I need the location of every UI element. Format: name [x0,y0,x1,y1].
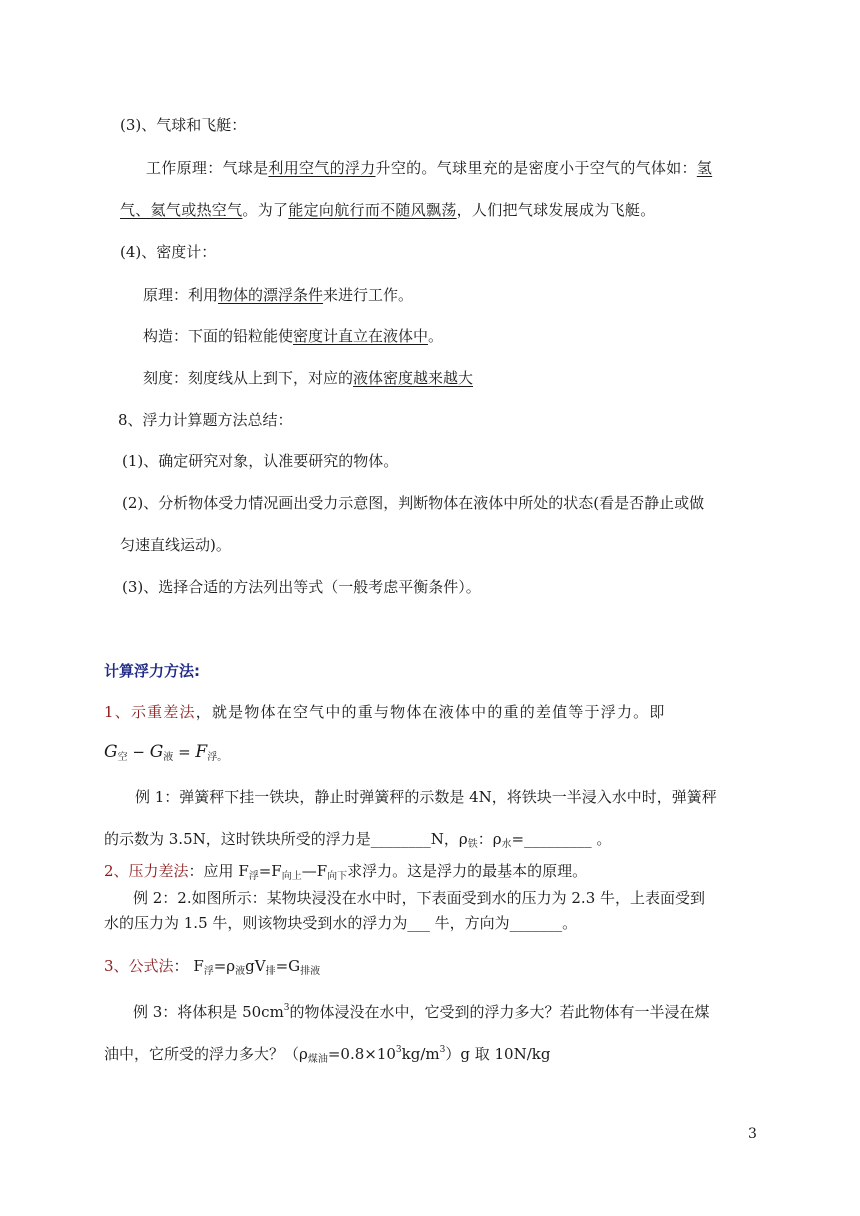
section-3-line-1: 工作原理：气球是利用空气的浮力升空的。气球里充的是密度小于空气的气体如：氢 [146,159,713,177]
section-4-scale: 刻度：刻度线从上到下，对应的液体密度越来越大 [143,369,474,387]
method-3-line: 3、公式法： $F_浮=\rho_液gV_排=G_{排液}$ [104,957,321,977]
section-4-title: (4)、密度计： [120,243,217,261]
method-1-formula: $G_空 - G_液 = F_{浮。}$ [104,742,228,763]
methods-heading: 计算浮力方法: [104,662,200,680]
example-2-line-1: 例 2：2.如图所示：某物块浸没在水中时，下表面受到水的压力为 2.3 牛，上表面受到 [133,889,706,907]
section-8-item-1: (1)、确定研究对象，认准要研究的物体。 [122,452,399,470]
section-3-line-2: 气、氦气或热空气。为了能定向航行而不随风飘荡，人们把气球发展成为飞艇。 [120,201,656,219]
method-1-line: 1、示重差法，就是物体在空气中的重与物体在液体中的重的差值等于浮力。即 [104,703,666,721]
example-3-line-2: 油中，它所受的浮力多大？$(\rho_{煤油}=0.8\times 10^3kg/m^3)g$ 取 10N/kg [104,1045,551,1065]
section-8-item-3: (3)、选择合适的方法列出等式（一般考虑平衡条件）。 [122,578,481,596]
method-1-label: 1、示重差法 [104,703,196,721]
method-3-label: 3、公式法 [104,957,174,975]
section-3-title: (3)、气球和飞艇： [120,116,247,134]
method-2-line: 2、压力差法：应用 $F_浮=F_{向上}—F_{向下}$求浮力。这是浮力的最基本的原理。 [104,862,588,882]
example-1-line-1: 例 1：弹簧秤下挂一铁块，静止时弹簧秤的示数是 4N，将铁块一半浸入水中时，弹簧秤 [135,788,717,806]
example-2-line-2: 水的压力为 1.5 牛，则该物块受到水的浮力为___ 牛，方向为_______。 [104,914,578,932]
section-8-item-2-line-1: (2)、分析物体受力情况画出受力示意图，判断物体在液体中所处的状态(看是否静止或做 [122,494,705,512]
section-8-title: 8、浮力计算题方法总结： [118,411,293,429]
section-8-item-2-line-2: 匀速直线运动)。 [120,536,231,554]
example-1-line-2: 的示数为 3.5N，这时铁块所受的浮力是________N，$\rho_铁$：$\rho_水=\_\_\_\_\_\_\_\_\_$ 。 [104,830,612,850]
section-4-structure: 构造：下面的铅粒能使密度计直立在液体中。 [143,327,444,345]
method-2-label: 2、压力差法 [104,862,189,880]
page-number: 3 [748,1126,757,1142]
example-3-line-1: 例 3：将体积是 $50cm^3$的物体浸没在水中，它受到的浮力多大？若此物体有一半浸在煤 [133,1003,710,1021]
section-4-principle: 原理：利用物体的漂浮条件来进行工作。 [143,286,414,304]
